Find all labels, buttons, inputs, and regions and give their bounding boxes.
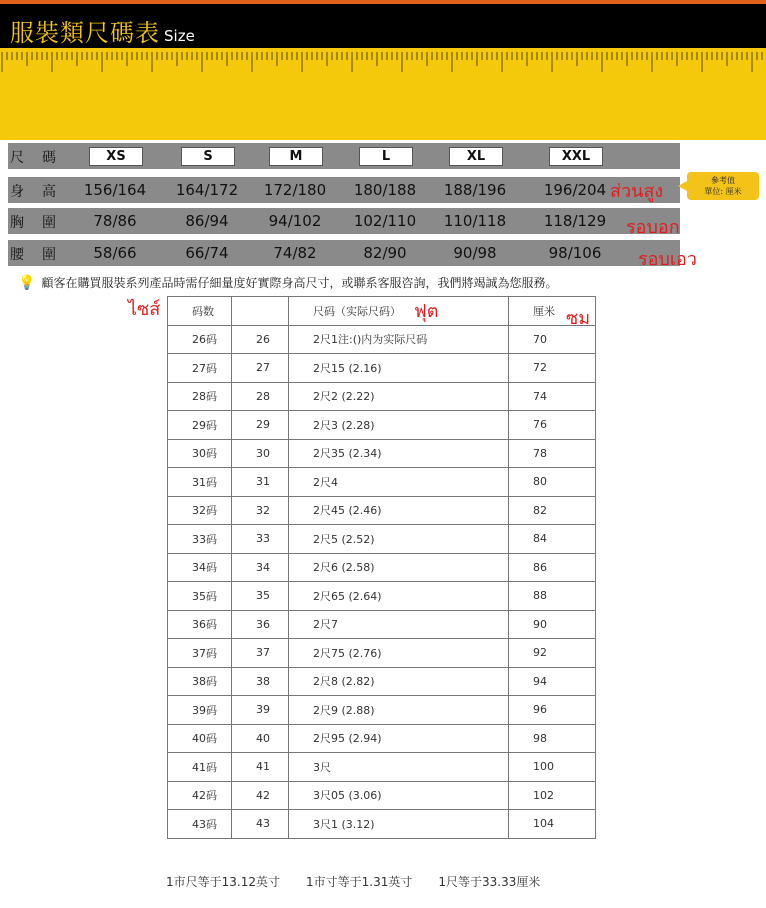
table-cell: 102 [509, 781, 596, 810]
row-label-char: 腰 [10, 247, 24, 263]
annotation-waist: รอบเอว [638, 249, 697, 270]
table-cell: 2尺75 (2.76) [289, 639, 509, 668]
table-cell: 2尺4 [289, 468, 509, 497]
table-cell: 43 [232, 810, 289, 839]
table-row [168, 781, 596, 810]
table-row [168, 696, 596, 725]
table-cell: 33码 [168, 525, 232, 554]
size-conversion-table [167, 296, 596, 839]
customer-notice [18, 274, 557, 291]
table-cell: 36码 [168, 610, 232, 639]
table-header-row [168, 297, 596, 326]
title-text: 服裝類尺碼表 [10, 19, 160, 47]
table-cell: 2尺95 (2.94) [289, 724, 509, 753]
table-cell: 28 [232, 382, 289, 411]
size-value: 172/180 [263, 181, 327, 199]
size-chart-row [8, 240, 680, 266]
table-cell: 28码 [168, 382, 232, 411]
table-cell: 42码 [168, 781, 232, 810]
table-cell: 2尺5 (2.52) [289, 525, 509, 554]
size-value: 94/102 [268, 212, 322, 230]
size-value: 66/74 [185, 244, 229, 262]
row-label-char: 尺 [10, 150, 24, 166]
table-row [168, 354, 596, 383]
table-cell: 76 [509, 411, 596, 440]
unit-footnote [166, 873, 566, 890]
table-cell: 35 [232, 582, 289, 611]
lightbulb-icon: 💡 [18, 275, 36, 291]
table-cell: 86 [509, 553, 596, 582]
size-value: 164/172 [175, 181, 239, 199]
table-cell: 31 [232, 468, 289, 497]
table-cell: 70 [509, 325, 596, 354]
table-cell: 39码 [168, 696, 232, 725]
table-cell: 33 [232, 525, 289, 554]
table-cell: 36 [232, 610, 289, 639]
row-label-char: 身 [10, 184, 24, 200]
size-value: 102/110 [353, 212, 417, 230]
table-cell: 30 [232, 439, 289, 468]
size-value: 118/129 [543, 212, 607, 230]
table-cell: 2尺45 (2.46) [289, 496, 509, 525]
annotation-chest: รอบอก [626, 217, 680, 238]
table-cell: 32码 [168, 496, 232, 525]
page-header [0, 4, 766, 48]
table-cell: 39 [232, 696, 289, 725]
table-cell: 2尺1注:()内为实际尺码 [289, 325, 509, 354]
size-value: 98/106 [548, 244, 602, 262]
table-cell: 34 [232, 553, 289, 582]
badge-line2: 單位: 厘米 [704, 187, 742, 196]
table-row [168, 325, 596, 354]
size-value: 90/98 [453, 244, 497, 262]
size-label: XXL [549, 147, 603, 166]
table-cell: 40码 [168, 724, 232, 753]
size-value: 110/118 [443, 212, 507, 230]
title-subtitle: Size [164, 27, 195, 45]
table-row [168, 610, 596, 639]
table-cell: 104 [509, 810, 596, 839]
table-cell: 72 [509, 354, 596, 383]
size-value: 156/164 [83, 181, 147, 199]
row-label-char: 高 [42, 184, 56, 200]
table-cell [232, 297, 289, 326]
table-cell: 码数 [168, 297, 232, 326]
table-cell: 90 [509, 610, 596, 639]
table-cell: 41码 [168, 753, 232, 782]
table-cell: 2尺8 (2.82) [289, 667, 509, 696]
table-cell: 厘米 [509, 297, 596, 326]
table-row [168, 439, 596, 468]
table-cell: 92 [509, 639, 596, 668]
table-cell: 26码 [168, 325, 232, 354]
table-cell: 29码 [168, 411, 232, 440]
size-label: M [269, 147, 323, 166]
table-row [168, 411, 596, 440]
table-cell: 2尺6 (2.58) [289, 553, 509, 582]
table-cell: 94 [509, 667, 596, 696]
row-label-char: 圍 [42, 247, 56, 263]
size-value: 86/94 [185, 212, 229, 230]
table-cell: 29 [232, 411, 289, 440]
size-label: L [359, 147, 413, 166]
size-chart-row [8, 208, 680, 234]
table-cell: 35码 [168, 582, 232, 611]
table-cell: 38码 [168, 667, 232, 696]
footnote-2: 1市寸等于1.31英寸 [306, 875, 413, 889]
row-label-char: 圍 [42, 215, 56, 231]
table-cell: 2尺35 (2.34) [289, 439, 509, 468]
table-cell: 37 [232, 639, 289, 668]
table-cell: 42 [232, 781, 289, 810]
badge-line1: 參考值 [711, 176, 735, 185]
table-cell: 30码 [168, 439, 232, 468]
table-cell: 78 [509, 439, 596, 468]
row-label-char: 碼 [42, 150, 56, 166]
table-cell: 37码 [168, 639, 232, 668]
table-row [168, 382, 596, 411]
table-cell: 43码 [168, 810, 232, 839]
table-cell: 3尺1 (3.12) [289, 810, 509, 839]
annotation-cm: ซม [566, 308, 591, 329]
table-cell: 32 [232, 496, 289, 525]
size-label: S [181, 147, 235, 166]
table-cell: 2尺15 (2.16) [289, 354, 509, 383]
table-cell: 2尺2 (2.22) [289, 382, 509, 411]
table-cell: 88 [509, 582, 596, 611]
annotation-feet: ฟุต [414, 301, 439, 322]
table-cell: 3尺 [289, 753, 509, 782]
table-cell: 34码 [168, 553, 232, 582]
size-label: XL [449, 147, 503, 166]
size-value: 58/66 [93, 244, 137, 262]
table-cell: 2尺9 (2.88) [289, 696, 509, 725]
table-cell: 98 [509, 724, 596, 753]
table-cell: 80 [509, 468, 596, 497]
size-value: 82/90 [363, 244, 407, 262]
table-cell: 100 [509, 753, 596, 782]
notice-text: 顧客在購買服裝系列產品時需仔細量度好實際身高尺寸，或聯系客服咨詢，我們將竭誠為您服務。 [41, 276, 558, 290]
table-cell: 2尺65 (2.64) [289, 582, 509, 611]
ruler-ticks-graphic [0, 48, 766, 140]
table-cell: 2尺7 [289, 610, 509, 639]
size-value: 78/86 [93, 212, 137, 230]
footnote-3: 1尺等于33.33厘米 [438, 875, 541, 889]
footnote-1: 1市尺等于13.12英寸 [166, 875, 280, 889]
table-cell: 82 [509, 496, 596, 525]
reference-badge [687, 172, 759, 200]
page-title [10, 13, 195, 48]
table-cell: 27 [232, 354, 289, 383]
table-cell: 27码 [168, 354, 232, 383]
size-value: 180/188 [353, 181, 417, 199]
table-cell: 26 [232, 325, 289, 354]
table-cell: 41 [232, 753, 289, 782]
table-cell: 84 [509, 525, 596, 554]
table-cell: 96 [509, 696, 596, 725]
size-value: 188/196 [443, 181, 507, 199]
table-cell: 尺码（实际尺码） [289, 297, 509, 326]
table-cell: 38 [232, 667, 289, 696]
table-cell: 31码 [168, 468, 232, 497]
table-row [168, 553, 596, 582]
annotation-height: ส่วนสูง [610, 181, 664, 202]
row-label-char: 胸 [10, 215, 24, 231]
table-row [168, 639, 596, 668]
size-value: 74/82 [273, 244, 317, 262]
table-row [168, 525, 596, 554]
tape-measure-banner [0, 48, 766, 142]
table-cell: 74 [509, 382, 596, 411]
size-label: XS [89, 147, 143, 166]
table-row [168, 582, 596, 611]
size-chart-row [8, 143, 680, 169]
table-row [168, 468, 596, 497]
annotation-size: ไซส์ [128, 299, 161, 320]
table-cell: 3尺05 (3.06) [289, 781, 509, 810]
size-chart-row [8, 177, 680, 203]
table-cell: 2尺3 (2.28) [289, 411, 509, 440]
table-row [168, 753, 596, 782]
size-value: 196/204 [543, 181, 607, 199]
table-row [168, 810, 596, 839]
table-row [168, 724, 596, 753]
table-row [168, 496, 596, 525]
table-cell: 40 [232, 724, 289, 753]
table-row [168, 667, 596, 696]
